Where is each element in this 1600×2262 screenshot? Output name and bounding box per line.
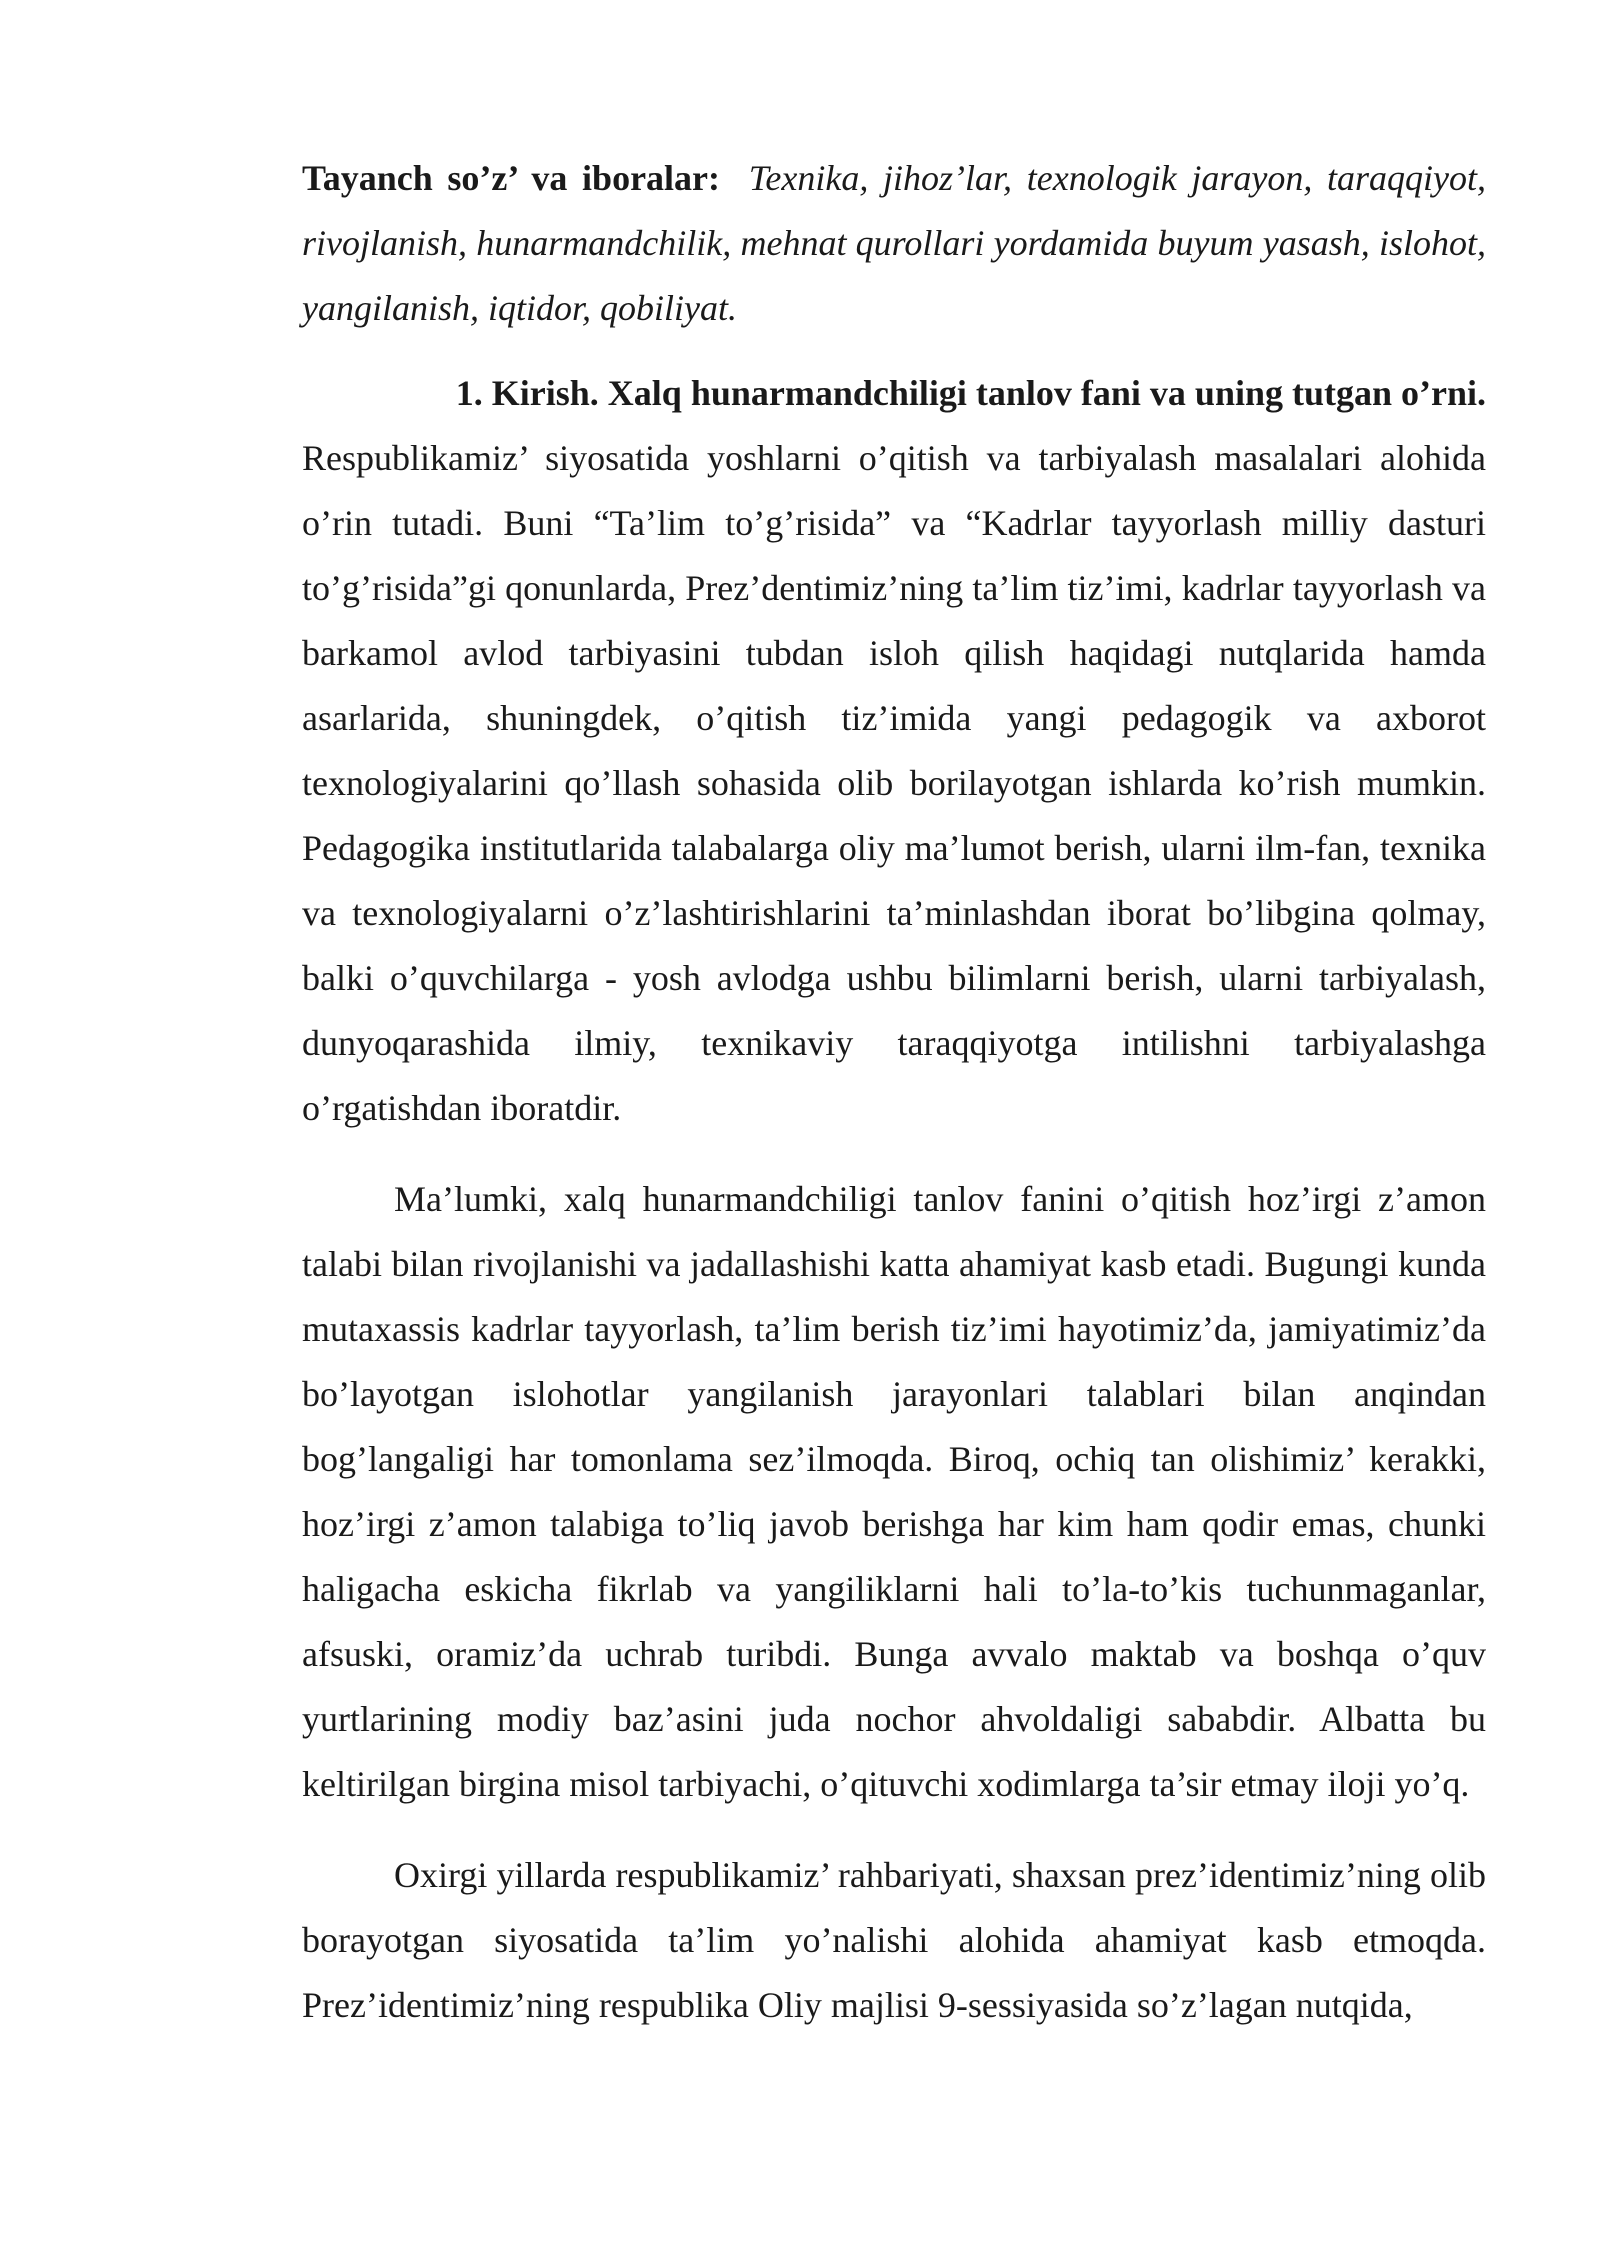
document-page xyxy=(302,146,1486,2038)
body-paragraph-3: Oxirgi yillarda respublikamiz’ rahbariyati, shaxsan prez’identimiz’ning olib borayotgan siyosatida ta’lim yo’nalishi alohida ahamiyat kasb etmoqda. Prez’identimiz’ning respublika Oliy majlisi 9-sessiyasida so’z’lagan nutqida, xyxy=(302,1855,1486,2025)
keywords-paragraph xyxy=(302,146,1486,341)
keywords-list: Texnika, jihoz’lar, texnologik jarayon, taraqqiyot, rivojlanish, hunarmandchilik, mehnat qurollari yordamida buyum yasash, islohot, yangilanish, iqtidor, qobiliyat. xyxy=(302,158,1487,328)
section-heading: 1. Kirish. Xalq hunarmandchiligi tanlov fani va uning tutgan o’rni. xyxy=(455,373,1486,413)
body-paragraph-2: Ma’lumki, xalq hunarmandchiligi tanlov fanini o’qitish hoz’irgi z’amon talabi bilan rivojlanishi va jadallashishi katta ahamiyat kasb etadi. Bugungi kunda mutaxassis kadrlar tayyorlash, ta’lim berish tiz’imi hayotimiz’da, jamiyatimiz’da bo’layotgan islohotlar yangilanish jarayonlari talablari bilan anqindan bog’langaligi har tomonlama sez’ilmoqda. Biroq, ochiq tan olishimiz’ kerakki, hoz’irgi z’amon talabiga to’liq javob berishga har kim ham qodir emas, chunki haligacha eskicha fikrlab va yangiliklarni hali to’la-to’kis tuchunmaganlar, afsuski, oramiz’da uchrab turibdi. Bunga avvalo maktab va boshqa o’quv yurtlarining modiy baz’asini juda nochor ahvoldaligi sababdir. Albatta bu keltirilgan birgina misol tarbiyachi, o’qituvchi xodimlarga ta’sir etmay iloji yo’q. xyxy=(302,1179,1486,1804)
body-paragraph-1: Respublikamiz’ siyosatida yoshlarni o’qitish va tarbiyalash masalalari alohida o’rin tutadi. Buni “Ta’lim to’g’risida” va “Kadrlar tayyorlash milliy dasturi to’g’risida”gi qonunlarda, Prez’dentimiz’ning ta’lim tiz’imi, kadrlar tayyorlash va barkamol avlod tarbiyasini tubdan isloh qilish haqidagi nutqlarida hamda asarlarida, shuningdek, o’qitish tiz’imida yangi pedagogik va axborot texnologiyalarini qo’llash sohasida olib borilayotgan ishlarda ko’rish mumkin. Pedagogika institutlarida talabalarga oliy ma’lumot berish, ularni ilm-fan, texnika va texnologiyalarni o’z’lashtirishlarini ta’minlashdan iborat bo’libgina qolmay, balki o’quvchilarga - yosh avlodga ushbu bilimlarni berish, ularni tarbiyalash, dunyoqarashida ilmiy, texnikaviy taraqqiyotga intilishni tarbiyalashga o’rgatishdan iboratdir. xyxy=(302,438,1486,1128)
keywords-label: Tayanch so’z’ va iboralar: xyxy=(302,158,721,198)
